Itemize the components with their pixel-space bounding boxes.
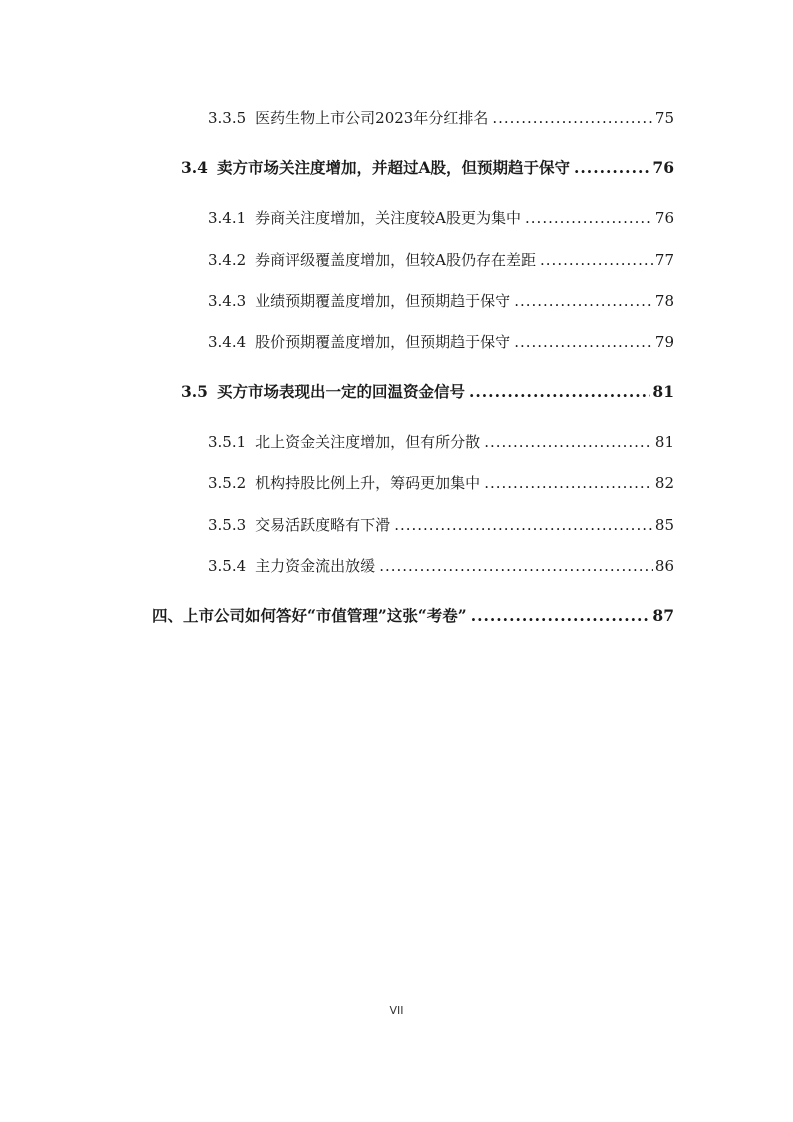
- toc-entry-3-5-2[interactable]: [208, 471, 674, 495]
- toc-entry-page: 81: [654, 433, 674, 451]
- toc-dot-leader: [484, 471, 653, 495]
- toc-entry-page: 76: [652, 158, 674, 177]
- toc-entry-title: 主力资金流出放缓: [255, 557, 376, 575]
- toc-entry-3-4-3[interactable]: [208, 289, 674, 313]
- toc-entry-number: 3.5: [181, 382, 208, 401]
- toc-entry-title: 机构持股比例上升，筹码更加集中: [255, 474, 481, 492]
- toc-entry-number: 3.4.1: [208, 209, 247, 227]
- toc-entry-page: 86: [654, 557, 674, 575]
- toc-entry-number: 3.5.2: [208, 474, 247, 492]
- toc-entry-page: 79: [654, 333, 674, 351]
- toc-entry-number: 3.3.5: [208, 109, 247, 127]
- toc-dot-leader: [540, 248, 653, 272]
- toc-entry-3-5-4[interactable]: [208, 554, 674, 578]
- toc-dot-leader: [471, 604, 651, 628]
- toc-entry-number: 3.5.3: [208, 516, 247, 534]
- toc-entry-title: 业绩预期覆盖度增加，但预期趋于保守: [255, 292, 511, 310]
- toc-dot-leader: [469, 380, 650, 404]
- toc-entry-number: 3.4: [181, 158, 208, 177]
- toc-dot-leader: [379, 554, 653, 578]
- toc-entry-3-4-1[interactable]: [208, 206, 674, 230]
- toc-entry-number: 3.4.4: [208, 333, 247, 351]
- toc-entry-title: 券商评级覆盖度增加，但较A股仍存在差距: [255, 251, 537, 269]
- toc-dot-leader: [394, 513, 653, 537]
- toc-dot-leader: [574, 156, 650, 180]
- toc-entry-page: 76: [654, 209, 674, 227]
- toc-entry-page: 77: [654, 251, 674, 269]
- toc-entry-chapter-4[interactable]: [152, 604, 674, 628]
- toc-entry-number: 3.4.2: [208, 251, 247, 269]
- toc-entry-page: 81: [652, 382, 674, 401]
- toc-entry-3-4-2[interactable]: [208, 248, 674, 272]
- page-number-footer: VII: [389, 1004, 404, 1017]
- toc-entry-title: 医药生物上市公司2023年分红排名: [255, 109, 489, 127]
- toc-dot-leader: [514, 330, 653, 354]
- toc-entry-title: 买方市场表现出一定的回温资金信号: [216, 382, 465, 401]
- toc-entry-page: 85: [654, 516, 674, 534]
- toc-entry-3-4[interactable]: [181, 156, 674, 180]
- toc-entry-3-5[interactable]: [181, 380, 674, 404]
- toc-dot-leader: [514, 289, 653, 313]
- toc-entry-title: 交易活跃度略有下滑: [255, 516, 391, 534]
- toc-entry-3-5-1[interactable]: [208, 430, 674, 454]
- toc-entry-page: 87: [652, 606, 674, 625]
- toc-entry-title: 上市公司如何答好“市值管理”这张“考卷”: [183, 606, 467, 625]
- toc-dot-leader: [525, 206, 653, 230]
- toc-entry-title: 股价预期覆盖度增加，但预期趋于保守: [255, 333, 511, 351]
- toc-entry-3-4-4[interactable]: [208, 330, 674, 354]
- toc-entry-page: 75: [654, 109, 674, 127]
- toc-entry-3-3-5[interactable]: [208, 106, 674, 130]
- toc-dot-leader: [492, 106, 653, 130]
- toc-entry-number: 3.5.1: [208, 433, 247, 451]
- toc-dot-leader: [484, 430, 653, 454]
- toc-entry-number: 四、: [152, 606, 184, 625]
- toc-entry-title: 北上资金关注度增加，但有所分散: [255, 433, 481, 451]
- toc-entry-page: 82: [654, 474, 674, 492]
- toc-entry-title: 券商关注度增加，关注度较A股更为集中: [255, 209, 522, 227]
- toc-entry-number: 3.5.4: [208, 557, 247, 575]
- toc-entry-number: 3.4.3: [208, 292, 247, 310]
- toc-entry-3-5-3[interactable]: [208, 513, 674, 537]
- toc-entry-page: 78: [654, 292, 674, 310]
- toc-entry-title: 卖方市场关注度增加，并超过A股，但预期趋于保守: [216, 158, 570, 177]
